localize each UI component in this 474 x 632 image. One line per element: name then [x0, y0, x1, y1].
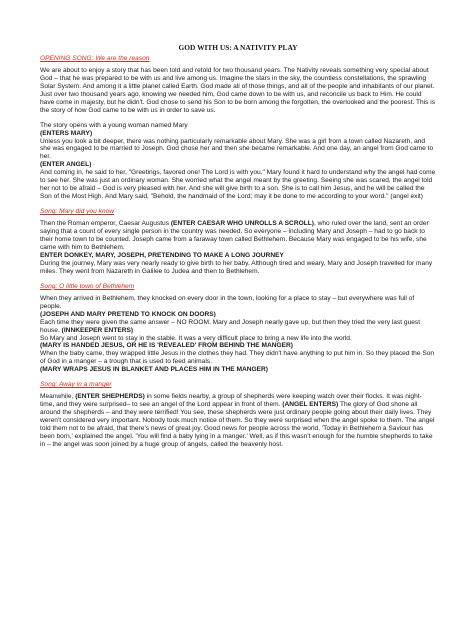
paragraph-shepherds-end: The glory of God shone all around the shepherds – and they were terrified! You see, these shepherds were just ordinary people going about their daily lives. They weren't considered very important. Nobody took much notice of them. So they were surprised when the angel spoke to them. The angel told them not to be afraid, that there's news of great joy. Good news for people across the world. 'Today in Bethlehem a Saviour has been born,' explained the angel. 'You will find a baby lying in a manger.' Well, as if this wasn't enough for the humble shepherds to take in – the angel was soon joined by a huge group of angels, called the heavenly host. — [40, 401, 435, 448]
paragraph-angel — [40, 169, 436, 201]
opening-song-heading: OPENING SONG: We are the reason — [40, 54, 150, 62]
paragraph-shepherds-start: Meanwhile, — [40, 393, 74, 401]
paragraph-shepherds-middle: in some fields nearby, a group of shepherds were keeping watch over their flocks. It was night-time, and they were surprised– to see an angel of the Lord appear in front of them. — [40, 393, 422, 409]
paragraph-caesar-rest: , who ruled over the land, sent an order saying that a count of every single person in the country was needed. So everyone – including Mary and Joseph – had to go back to their home town to be counted. Joseph came from a faraway town called Bethlehem. Because Mary was engaged to be his wife, she came with him to Bethlehem. — [40, 220, 429, 251]
stage-direction-donkey: ENTER DONKEY, MARY, JOSEPH, PRETENDING TO MAKE A LONG JOURNEY — [40, 251, 284, 259]
paragraph-shepherds — [40, 393, 436, 449]
paragraph-no-room — [40, 319, 436, 335]
song-bethlehem-heading: Song: O little town of Bethlehem — [40, 282, 135, 290]
stage-direction-innkeeper: (INNKEEPER ENTERS) — [61, 326, 134, 334]
paragraph-caesar — [40, 220, 436, 252]
paragraph-intro: We are about to enjoy a story that has been told and retold for two thousand years. The Nativity reveals something very special about God – that he was prepared to be with us and live among us. Imagine the stars in the sky, the countless constellations, the sprawling Solar System. And among it a little planet called Earth. God made all of those things, and all of the people and inhabitants of our planet. Just over two thousand years ago, knowing we needed him, God came down to be with us, and reconcile us back to Him. He could have come in majesty, but he didn't. God chose to send his Son to be born among the forgotten, the overlooked and the poorest. This is the story of how God came to be with us in order to save us. — [40, 66, 436, 114]
paragraph-caesar-start: Then the Roman emperor, Caesar Augustus — [40, 220, 170, 228]
paragraph-journey: During the journey, Mary was very nearly ready to give birth to her baby. Although tired and weary, Mary and Joseph travelled for many miles. They went from Nazareth in Galilee to Judea and then to Bethlehem. — [40, 259, 433, 275]
paragraph-stable: So Mary and Joseph went to stay in the stable. It was a very difficult place to bring a new life into the world. — [40, 334, 352, 342]
song-mary-heading: Song: Mary did you know — [40, 208, 115, 216]
paragraph-mary: Unless you look a bit deeper, there was nothing particularly remarkable about Mary. She was a girl from a town called Nazareth, and she was engaged to be married to Joseph. God chose her and then she became remarkable. And one day, an angel from God came to her. — [40, 137, 434, 161]
stage-direction-manger: (MARY WRAPS JESUS IN BLANKET AND PLACES HIM IN THE MANGER) — [40, 366, 268, 374]
stage-direction-knock: (JOSEPH AND MARY PRETEND TO KNOCK ON DOORS) — [40, 310, 216, 318]
stage-direction-jesus-revealed: (MARY IS HANDED JESUS, OR HE IS 'REVEALED' FROM BEHIND THE MANGER) — [40, 342, 293, 350]
paragraph-mary-intro: The story opens with a young woman named Mary — [40, 121, 188, 129]
paragraph-no-room-text: Each time they were given the same answer – NO ROOM. Mary and Joseph nearly gave up, but then they tried the very last guest house. — [40, 318, 421, 334]
stage-direction-shepherds: (ENTER SHEPHERDS) — [75, 393, 145, 401]
paragraph-baby: When the baby came, they wrapped little Jesus in the clothes they had. They didn't have anything to put him in. So they placed the Son of God in a manger – a trough that is used to feed animals. — [40, 350, 435, 366]
stage-direction-angel-enters: (ANGEL ENTERS) — [282, 401, 339, 409]
stage-direction-caesar: (ENTER CAESAR WHO UNROLLS A SCROLL) — [170, 220, 314, 228]
paragraph-angel-text: And coming in, he said to her, "Greetings, favored one! The Lord is with you." Mary found it hard to understand why the angel had come to see her. She was just an ordinary woman. She worried what the angel meant by the greeting. Seeing she was scared, the angel told her not to be afraid – God is very pleased with her. And she will give birth to a son. She is to call him Jesus, and he will be called the Son of the Most High. And Mary said, "Behold, the handmaid of the Lord; may it be done to me according to your word." — [40, 169, 436, 201]
stage-direction-enter-angel: (ENTER ANGEL) — [40, 161, 92, 169]
play-title: GOD WITH US: A NATIVITY PLAY — [178, 43, 298, 52]
paragraph-bethlehem: When they arrived in Bethlehem, they knocked on every door in the town, looking for a place to stay – but everywhere was full of people. — [40, 294, 415, 310]
song-away-heading: Song: Away in a manger — [40, 381, 112, 389]
stage-direction-enters-mary: (ENTERS MARY) — [40, 129, 93, 137]
angel-exit-note: (angel exit) — [390, 193, 423, 201]
